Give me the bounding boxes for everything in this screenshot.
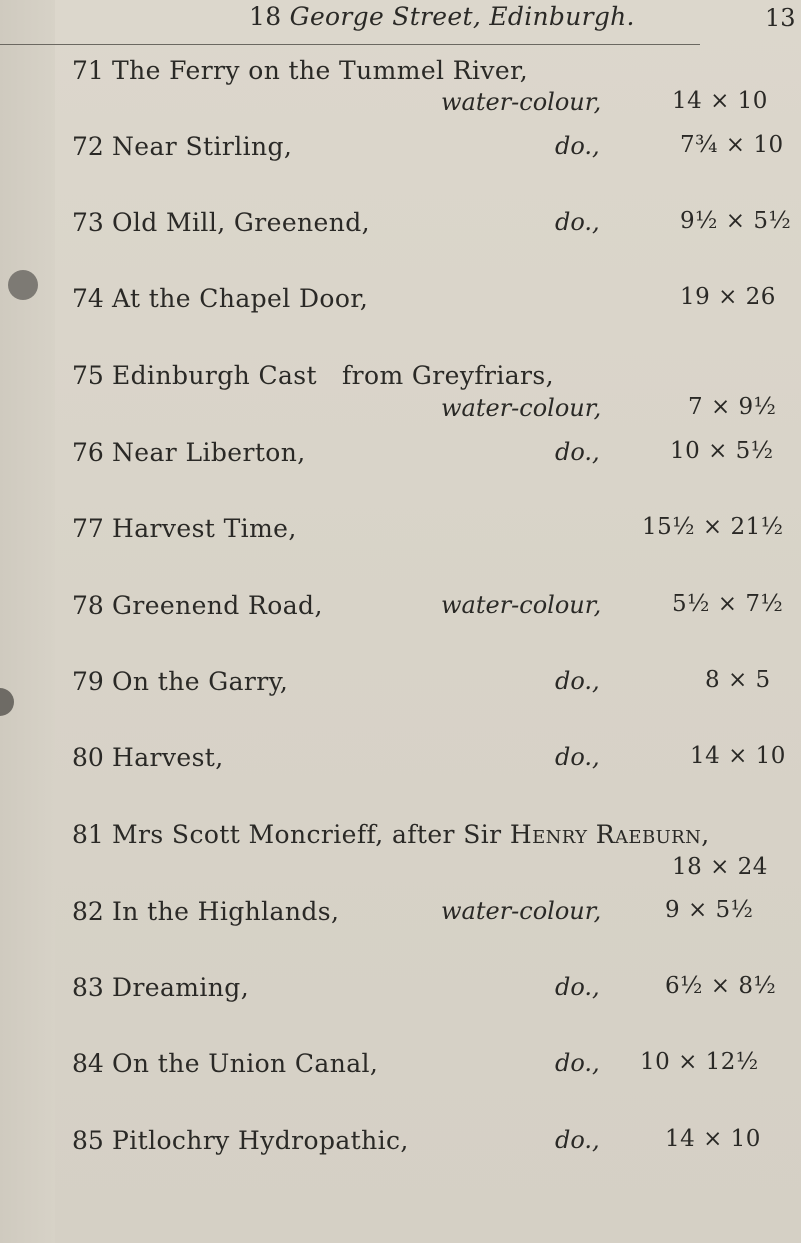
catalogue-entry <box>0 667 801 707</box>
entry-medium: do., <box>555 438 600 466</box>
entry-number: 73 <box>72 208 104 237</box>
entry-number: 82 <box>72 897 104 926</box>
entry-dimensions: 14 × 10 <box>672 88 768 114</box>
entry-dimensions: 14 × 10 <box>690 743 786 769</box>
entry-medium: do., <box>555 1126 600 1154</box>
entry-title-artist: Henry Raeburn, <box>509 820 710 849</box>
catalogue-entry <box>0 1049 801 1089</box>
entry-medium: water-colour, <box>441 897 602 925</box>
entry-dimensions: 9½ × 5½ <box>680 208 792 234</box>
catalogue-entry <box>0 973 801 1013</box>
catalogue-entry <box>0 1126 801 1166</box>
entry-number: 83 <box>72 973 104 1002</box>
catalogue-entry <box>0 438 801 478</box>
entry-dimensions: 14 × 10 <box>665 1126 761 1152</box>
catalogue-entry <box>0 591 801 631</box>
catalogue-entry <box>0 208 801 248</box>
entry-dimensions: 15½ × 21½ <box>642 514 784 540</box>
catalogue-entry <box>0 284 801 324</box>
entry-number: 81 <box>72 820 104 849</box>
entry-title: At the Chapel Door, <box>112 284 369 313</box>
entry-number: 85 <box>72 1126 104 1155</box>
entry-title: Near Liberton, <box>112 438 306 467</box>
entry-medium: do., <box>555 132 600 160</box>
entry-title: Near Stirling, <box>112 132 293 161</box>
entry-number: 84 <box>72 1049 104 1078</box>
entry-number: 80 <box>72 743 104 772</box>
entry-medium: do., <box>555 1049 600 1077</box>
entry-number: 78 <box>72 591 104 620</box>
entry-title: Harvest, <box>112 743 224 772</box>
entry-title: Old Mill, Greenend, <box>112 208 370 237</box>
catalogue-entry-continuation <box>0 88 801 128</box>
entry-dimensions: 7 × 9½ <box>688 394 777 420</box>
entry-number: 74 <box>72 284 104 313</box>
entry-dimensions: 9 × 5½ <box>665 897 754 923</box>
page-number: 13 <box>765 4 796 32</box>
entry-medium: water-colour, <box>441 591 602 619</box>
entry-number: 71 <box>72 56 104 85</box>
entry-dimensions: 8 × 5 <box>705 667 771 693</box>
entry-title: On the Union Canal, <box>112 1049 379 1078</box>
entry-dimensions: 10 × 12½ <box>640 1049 759 1075</box>
entry-medium: water-colour, <box>441 88 602 116</box>
entry-title: The Ferry on the Tummel River, <box>112 56 529 85</box>
entry-number: 77 <box>72 514 104 543</box>
entry-medium: do., <box>555 208 600 236</box>
entry-number: 76 <box>72 438 104 467</box>
catalogue-entry <box>0 514 801 554</box>
catalogue-entry-continuation <box>0 854 801 894</box>
entry-title: In the Highlands, <box>112 897 340 926</box>
entry-dimensions: 10 × 5½ <box>670 438 774 464</box>
catalogue-entry <box>0 743 801 783</box>
entry-title: Harvest Time, <box>112 514 297 543</box>
running-head-number: 18 <box>249 2 290 31</box>
entry-dimensions: 5½ × 7½ <box>672 591 784 617</box>
entry-dimensions: 19 × 26 <box>680 284 776 310</box>
entry-title: Edinburgh Cast from Greyfriars, <box>112 361 554 390</box>
entry-number: 79 <box>72 667 104 696</box>
entry-title: Greenend Road, <box>112 591 323 620</box>
entry-title <box>112 820 710 849</box>
catalogue-entry-continuation <box>0 394 801 434</box>
running-head-address: George Street, Edinburgh. <box>289 2 635 31</box>
entry-dimensions: 6½ × 8½ <box>665 973 777 999</box>
entry-title: Dreaming, <box>112 973 250 1002</box>
catalogue-entry <box>0 897 801 937</box>
entry-number: 72 <box>72 132 104 161</box>
entry-medium: do., <box>555 973 600 1001</box>
entry-dimensions: 7¾ × 10 <box>680 132 784 158</box>
catalogue-entry <box>0 132 801 172</box>
entry-title: On the Garry, <box>112 667 289 696</box>
entry-medium: do., <box>555 743 600 771</box>
entry-medium: water-colour, <box>441 394 602 422</box>
entry-dimensions: 18 × 24 <box>672 854 768 880</box>
running-head <box>249 2 635 31</box>
header-rule <box>0 44 700 45</box>
entry-number: 75 <box>72 361 104 390</box>
entry-title-text: Mrs Scott Moncrieff, after Sir <box>112 820 510 849</box>
entry-medium: do., <box>555 667 600 695</box>
entry-title: Pitlochry Hydropathic, <box>112 1126 409 1155</box>
